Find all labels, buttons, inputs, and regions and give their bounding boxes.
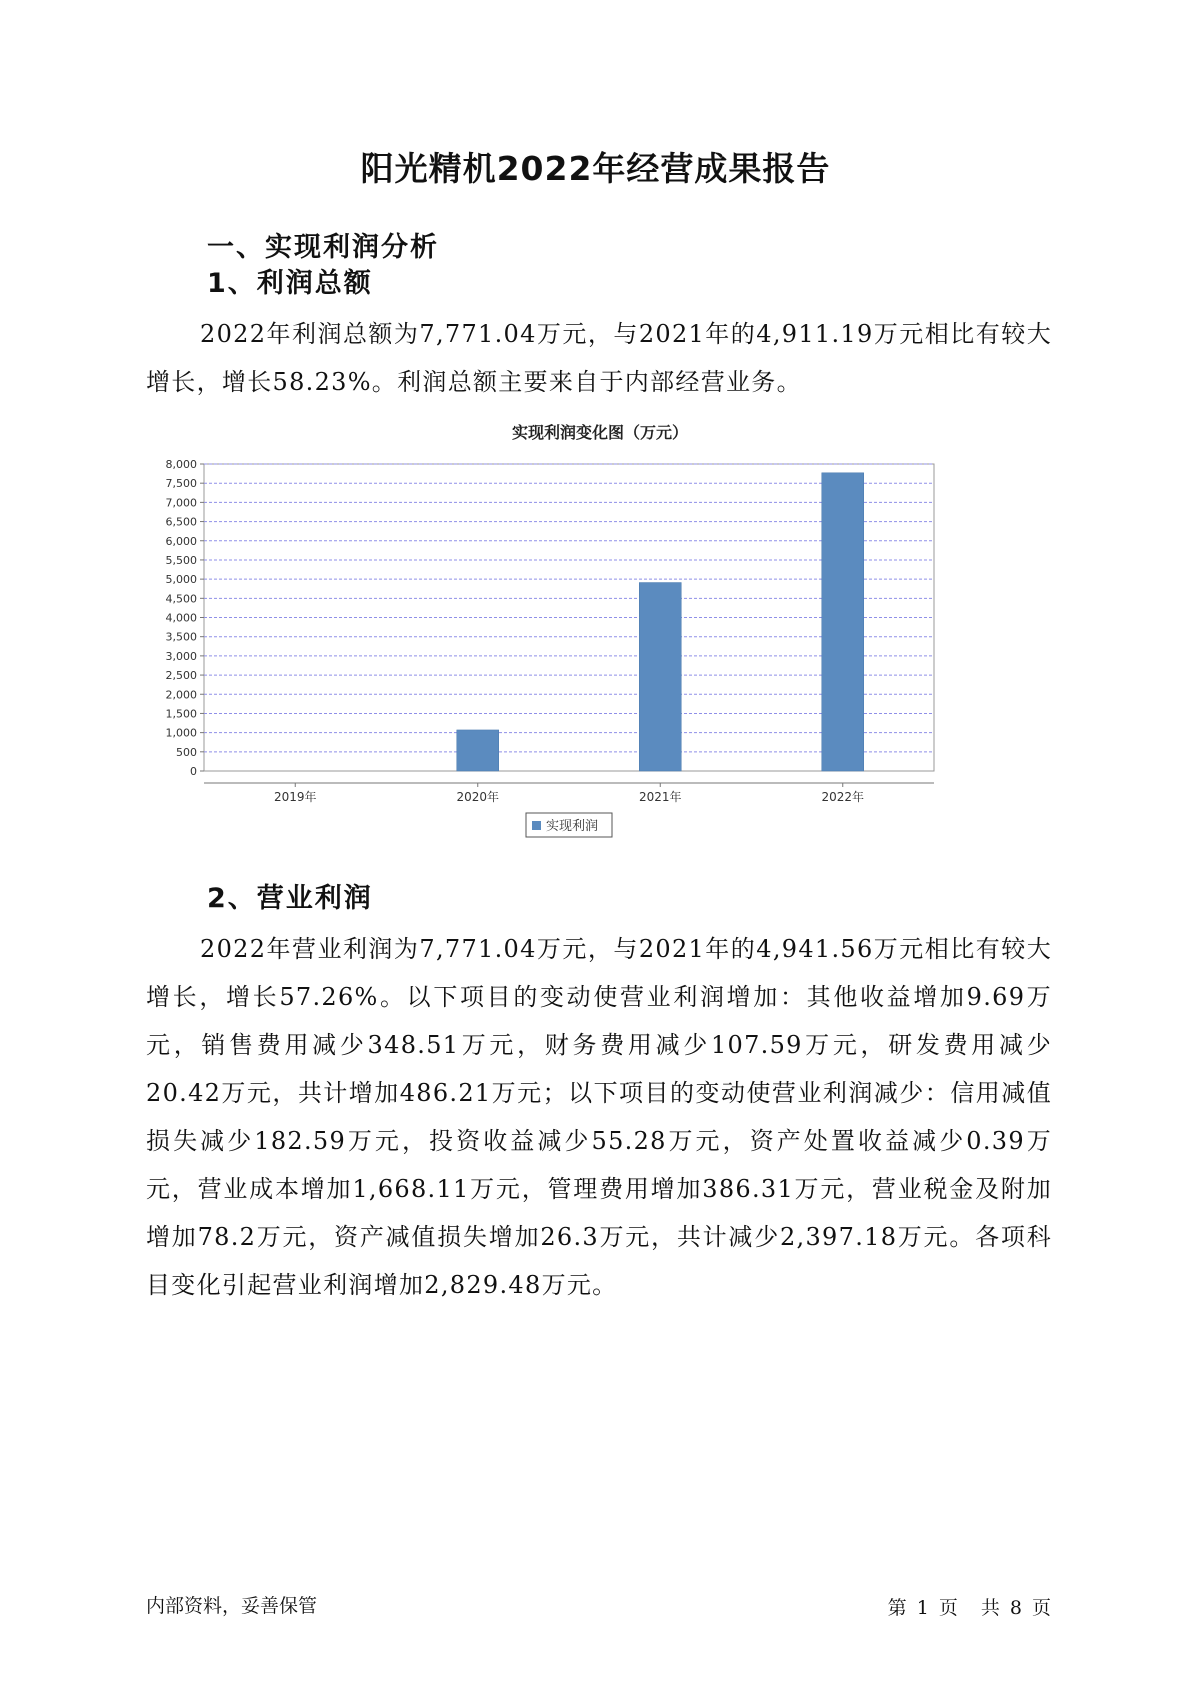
y-tick-label: 5,000 [165,573,197,587]
y-tick-label: 3,000 [165,649,197,663]
bar [822,473,864,771]
y-tick-label: 2,500 [165,669,197,683]
section-heading-profit-analysis: 一、实现利润分析 [207,232,439,263]
operating-profit-paragraph: 2022年营业利润为7,771.04万元，与2021年的4,941.56万元相比有较大增长，增长57.26%。以下项目的变动使营业利润增加：其他收益增加9.69万元，销售费用减少348.51万元，财务费用减少107.59万元，研发费用减少20.42万元，共计增加486.21万元；以下项目的变动使营业利润减少：信用减值损失减少182.59万元，投资收益减少55.28万元，资产处置收益减少0.39万元，营业成本增加1,668.11万元，管理费用增加386.31万元，营业税金及附加增加78.2万元，资产减值损失增加26.3万元，共计减少2,397.18万元。各项科目变化引起营业利润增加2,829.48万元。 [146,935,1052,1299]
y-tick-label: 6,500 [165,515,197,529]
bar [457,730,499,771]
total-profit-paragraph: 2022年利润总额为7,771.04万元，与2021年的4,911.19万元相比有较大增长，增长58.23%。利润总额主要来自于内部经营业务。 [146,320,1052,396]
x-tick-label: 2019年 [273,790,317,804]
y-tick-label: 3,500 [165,630,197,644]
y-tick-label: 7,500 [165,477,197,491]
y-tick-label: 5,500 [165,553,197,567]
y-tick-label: 500 [176,745,197,759]
y-tick-label: 4,500 [165,592,197,606]
y-tick-label: 6,000 [165,534,197,548]
page-title: 阳光精机2022年经营成果报告 [360,149,831,188]
y-tick-label: 1,500 [165,707,197,721]
x-tick-label: 2021年 [638,790,682,804]
subsection-heading-operating-profit: 2、营业利润 [207,883,373,914]
chart-title: 实现利润变化图（万元） [511,423,689,442]
footer-page-number: 第 1 页 共 8 页 [887,1597,1053,1619]
x-tick-label: 2020年 [456,790,500,804]
y-tick-label: 2,000 [165,688,197,702]
subsection-heading-total-profit: 1、利润总额 [207,268,373,299]
y-tick-label: 0 [190,765,197,778]
y-tick-label: 8,000 [165,458,197,471]
footer-confidential-note: 内部资料，妥善保管 [146,1595,318,1617]
legend-label: 实现利润 [546,819,599,834]
y-tick-label: 7,000 [165,496,197,510]
x-tick-label: 2022年 [821,790,865,804]
bar [639,583,681,771]
y-tick-label: 1,000 [165,726,197,740]
profit-bar-chart [150,423,1050,910]
legend-swatch [532,821,541,830]
y-tick-label: 4,000 [165,611,197,625]
